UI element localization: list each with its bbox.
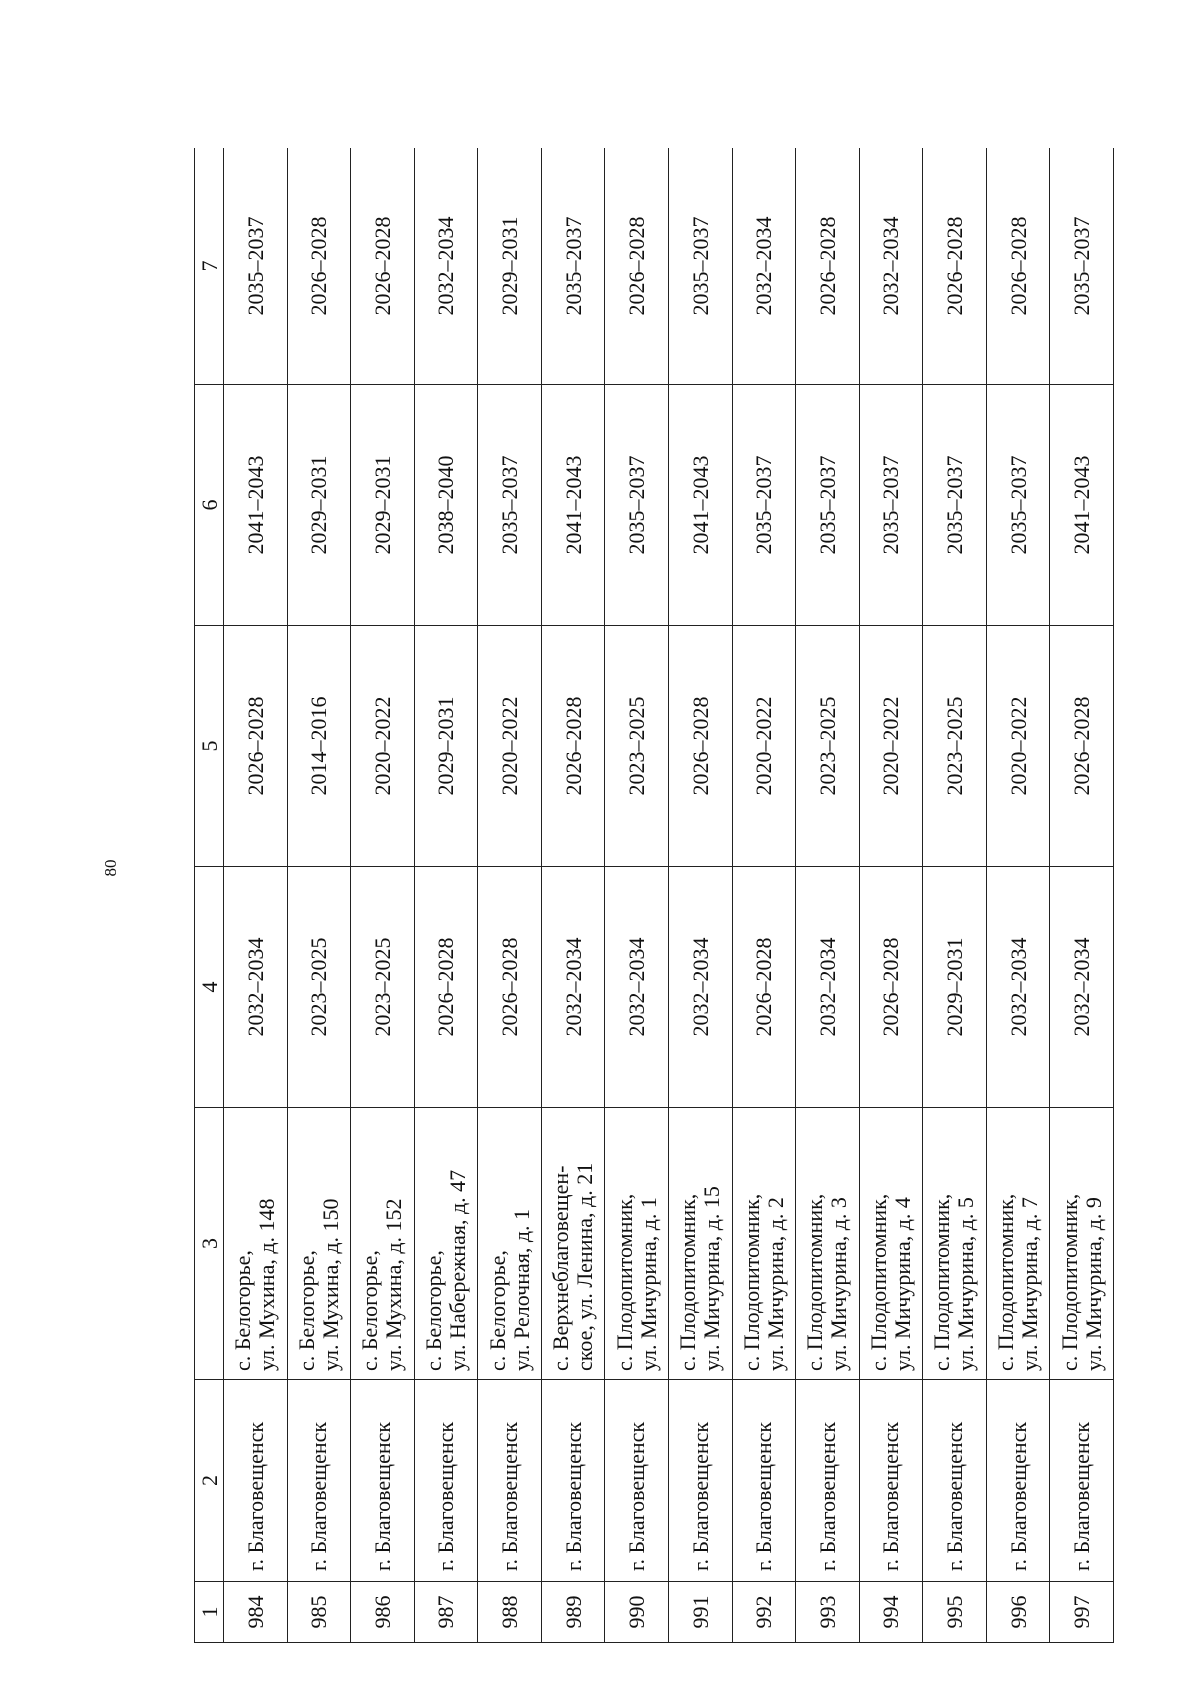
row-number-cell: 993	[796, 1582, 860, 1643]
city-cell: г. Благовещенск	[414, 1380, 478, 1582]
row-number-cell: 988	[478, 1582, 542, 1643]
period-cell-col4: 2023–2025	[351, 867, 415, 1108]
address-cell	[414, 1108, 478, 1380]
address-line-2: ул. Мухина, д. 152	[381, 1198, 407, 1371]
table-row	[541, 148, 605, 1643]
address-line-1: с. Белогорье,	[420, 1250, 446, 1371]
period-cell-col7: 2026–2028	[287, 148, 351, 385]
table-row	[287, 148, 351, 1643]
page-number: 80	[101, 859, 120, 877]
period-cell-col4: 2032–2034	[796, 867, 860, 1108]
row-number-cell: 986	[351, 1582, 415, 1643]
period-cell-col6: 2035–2037	[732, 385, 796, 626]
address-line-2: ул. Мичурина, д. 9	[1080, 1197, 1106, 1371]
address-cell	[1050, 1108, 1114, 1380]
period-cell-col5: 2014–2016	[287, 626, 351, 867]
address-line-2: ул. Мичурина, д. 2	[762, 1197, 788, 1371]
city-cell: г. Благовещенск	[224, 1380, 288, 1582]
period-cell-col7: 2026–2028	[605, 148, 669, 385]
period-cell-col4: 2026–2028	[859, 867, 923, 1108]
table-row	[668, 148, 732, 1643]
city-cell: г. Благовещенск	[605, 1380, 669, 1582]
city-cell: г. Благовещенск	[1050, 1380, 1114, 1582]
address-cell	[541, 1108, 605, 1380]
address-line-2: ул. Мичурина, д. 15	[699, 1186, 725, 1371]
period-cell-col5: 2026–2028	[541, 626, 605, 867]
row-number-cell: 987	[414, 1582, 478, 1643]
row-number-cell: 994	[859, 1582, 923, 1643]
period-cell-col7: 2029–2031	[478, 148, 542, 385]
period-cell-col5: 2020–2022	[351, 626, 415, 867]
address-line-1: с. Белогорье,	[357, 1250, 383, 1371]
column-header-1: 1	[195, 1582, 224, 1643]
address-cell	[986, 1108, 1050, 1380]
period-cell-col4: 2032–2034	[605, 867, 669, 1108]
row-number-cell: 984	[224, 1582, 288, 1643]
address-cell	[224, 1108, 288, 1380]
row-number-cell: 992	[732, 1582, 796, 1643]
table-row	[859, 148, 923, 1643]
period-cell-col6: 2035–2037	[796, 385, 860, 626]
period-cell-col6: 2041–2043	[1050, 385, 1114, 626]
period-cell-col4: 2023–2025	[287, 867, 351, 1108]
city-cell: г. Благовещенск	[796, 1380, 860, 1582]
address-line-2: ул. Мухина, д. 148	[254, 1198, 280, 1371]
address-cell	[796, 1108, 860, 1380]
address-cell	[351, 1108, 415, 1380]
city-cell: г. Благовещенск	[923, 1380, 987, 1582]
period-cell-col5: 2029–2031	[414, 626, 478, 867]
period-cell-col6: 2041–2043	[224, 385, 288, 626]
rotated-table-frame	[194, 148, 1114, 1643]
period-cell-col6: 2038–2040	[414, 385, 478, 626]
header-row	[195, 148, 224, 1643]
period-cell-col7: 2026–2028	[796, 148, 860, 385]
period-cell-col6: 2035–2037	[478, 385, 542, 626]
period-cell-col6: 2035–2037	[923, 385, 987, 626]
period-cell-col5: 2020–2022	[986, 626, 1050, 867]
row-number-cell: 995	[923, 1582, 987, 1643]
period-cell-col6: 2029–2031	[287, 385, 351, 626]
table-container	[194, 148, 1114, 1643]
city-cell: г. Благовещенск	[859, 1380, 923, 1582]
address-line-1: с. Плодопитомник,	[675, 1193, 701, 1371]
column-header-6: 6	[195, 385, 224, 626]
period-cell-col6: 2029–2031	[351, 385, 415, 626]
period-cell-col5: 2020–2022	[859, 626, 923, 867]
table-row	[923, 148, 987, 1643]
table-row	[732, 148, 796, 1643]
address-line-2: ул. Релочная, д. 1	[508, 1208, 534, 1371]
schedule-table	[194, 148, 1114, 1643]
period-cell-col6: 2035–2037	[605, 385, 669, 626]
city-cell: г. Благовещенск	[351, 1380, 415, 1582]
period-cell-col7: 2035–2037	[541, 148, 605, 385]
row-number-cell: 997	[1050, 1582, 1114, 1643]
address-line-2: ул. Мухина, д. 150	[317, 1198, 343, 1371]
column-header-4: 4	[195, 867, 224, 1108]
table-row	[478, 148, 542, 1643]
address-line-2: ул. Набережная, д. 47	[444, 1169, 470, 1371]
address-cell	[605, 1108, 669, 1380]
row-number-cell: 989	[541, 1582, 605, 1643]
period-cell-col5: 2026–2028	[224, 626, 288, 867]
table-row	[224, 148, 288, 1643]
address-cell	[923, 1108, 987, 1380]
table-row	[796, 148, 860, 1643]
city-cell: г. Благовещенск	[287, 1380, 351, 1582]
period-cell-col4: 2026–2028	[732, 867, 796, 1108]
period-cell-col7: 2026–2028	[351, 148, 415, 385]
period-cell-col7: 2035–2037	[224, 148, 288, 385]
table-row	[351, 148, 415, 1643]
period-cell-col4: 2032–2034	[541, 867, 605, 1108]
address-line-1: с. Плодопитомник,	[802, 1193, 828, 1371]
address-line-1: с. Плодопитомник,	[611, 1193, 637, 1371]
address-line-2: ское, ул. Ленина, д. 21	[572, 1162, 598, 1371]
table-row	[605, 148, 669, 1643]
period-cell-col5: 2023–2025	[605, 626, 669, 867]
address-line-1: с. Белогорье,	[230, 1250, 256, 1371]
period-cell-col6: 2035–2037	[986, 385, 1050, 626]
period-cell-col4: 2032–2034	[1050, 867, 1114, 1108]
table-row	[986, 148, 1050, 1643]
city-cell: г. Благовещенск	[541, 1380, 605, 1582]
period-cell-col6: 2041–2043	[668, 385, 732, 626]
period-cell-col4: 2032–2034	[668, 867, 732, 1108]
row-number-cell: 990	[605, 1582, 669, 1643]
period-cell-col7: 2032–2034	[732, 148, 796, 385]
column-header-2: 2	[195, 1380, 224, 1582]
address-line-2: ул. Мичурина, д. 1	[635, 1197, 661, 1371]
column-header-7: 7	[195, 148, 224, 385]
period-cell-col4: 2026–2028	[478, 867, 542, 1108]
city-cell: г. Благовещенск	[668, 1380, 732, 1582]
address-line-1: с. Плодопитомник,	[1056, 1193, 1082, 1371]
period-cell-col6: 2035–2037	[859, 385, 923, 626]
period-cell-col5: 2023–2025	[796, 626, 860, 867]
address-line-1: с. Плодопитомник,	[929, 1193, 955, 1371]
address-cell	[732, 1108, 796, 1380]
period-cell-col7: 2026–2028	[923, 148, 987, 385]
address-line-1: с. Плодопитомник,	[865, 1193, 891, 1371]
period-cell-col5: 2023–2025	[923, 626, 987, 867]
city-cell: г. Благовещенск	[732, 1380, 796, 1582]
period-cell-col7: 2032–2034	[414, 148, 478, 385]
address-line-1: с. Белогорье,	[484, 1250, 510, 1371]
period-cell-col4: 2032–2034	[986, 867, 1050, 1108]
address-line-1: с. Плодопитомник,	[738, 1193, 764, 1371]
address-line-2: ул. Мичурина, д. 3	[826, 1197, 852, 1371]
period-cell-col4: 2029–2031	[923, 867, 987, 1108]
table-row	[414, 148, 478, 1643]
address-line-1: с. Верхнеблаговещен-	[548, 1165, 574, 1371]
address-line-2: ул. Мичурина, д. 7	[1017, 1197, 1043, 1371]
address-line-2: ул. Мичурина, д. 5	[953, 1197, 979, 1371]
address-cell	[478, 1108, 542, 1380]
period-cell-col5: 2020–2022	[478, 626, 542, 867]
row-number-cell: 985	[287, 1582, 351, 1643]
period-cell-col6: 2041–2043	[541, 385, 605, 626]
period-cell-col7: 2032–2034	[859, 148, 923, 385]
city-cell: г. Благовещенск	[986, 1380, 1050, 1582]
row-number-cell: 996	[986, 1582, 1050, 1643]
period-cell-col4: 2032–2034	[224, 867, 288, 1108]
address-line-1: с. Белогорье,	[293, 1250, 319, 1371]
period-cell-col5: 2026–2028	[1050, 626, 1114, 867]
period-cell-col5: 2026–2028	[668, 626, 732, 867]
address-cell	[668, 1108, 732, 1380]
period-cell-col5: 2020–2022	[732, 626, 796, 867]
address-cell	[859, 1108, 923, 1380]
city-cell: г. Благовещенск	[478, 1380, 542, 1582]
column-header-3: 3	[195, 1108, 224, 1380]
period-cell-col7: 2035–2037	[668, 148, 732, 385]
address-line-1: с. Плодопитомник,	[993, 1193, 1019, 1371]
period-cell-col7: 2035–2037	[1050, 148, 1114, 385]
column-header-5: 5	[195, 626, 224, 867]
table-body	[224, 148, 1114, 1643]
address-cell	[287, 1108, 351, 1380]
row-number-cell: 991	[668, 1582, 732, 1643]
address-line-2: ул. Мичурина, д. 4	[889, 1197, 915, 1371]
table-row	[1050, 148, 1114, 1643]
period-cell-col7: 2026–2028	[986, 148, 1050, 385]
period-cell-col4: 2026–2028	[414, 867, 478, 1108]
